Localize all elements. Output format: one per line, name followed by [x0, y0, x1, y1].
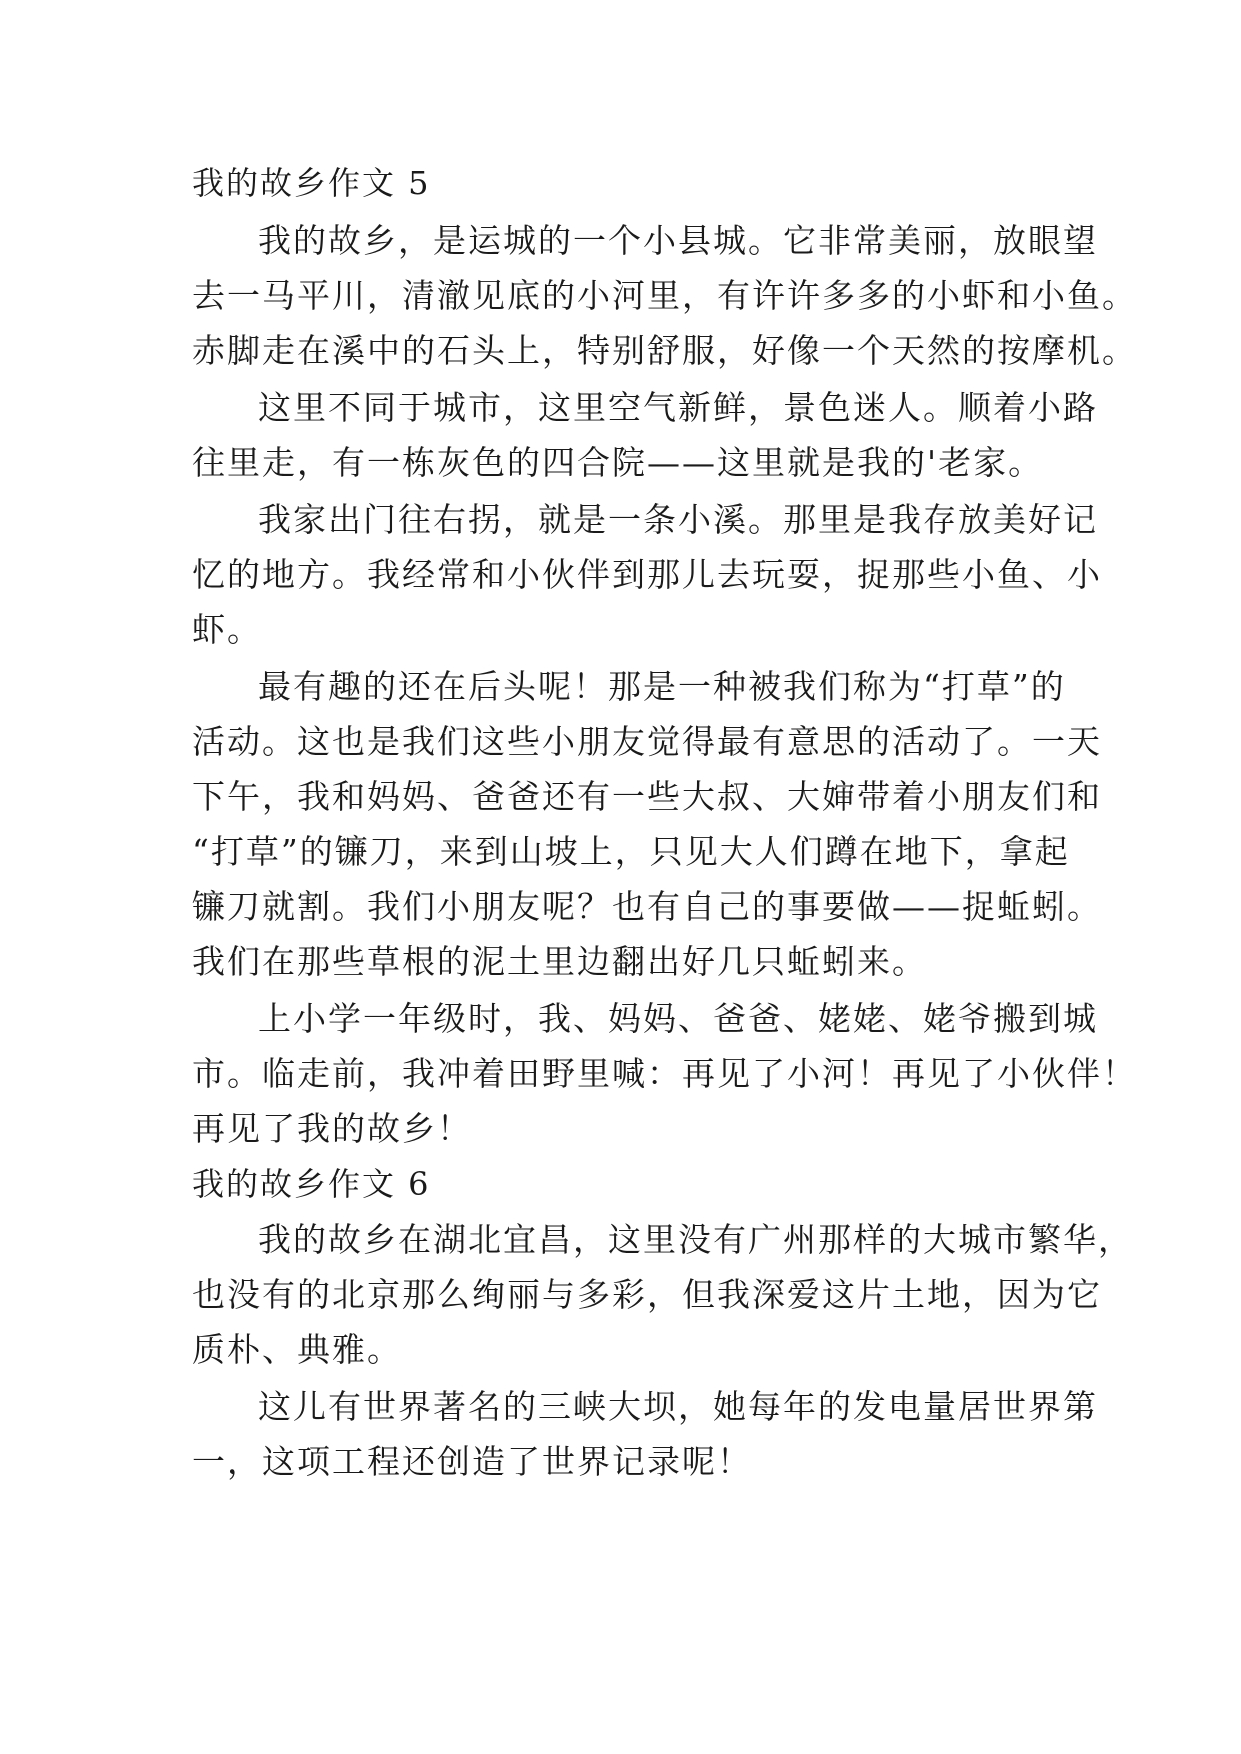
paragraph-line: “打草”的镰刀，来到山坡上，只见大人们蹲在地下，拿起 [192, 832, 1070, 871]
paragraph-line: 我们在那些草根的泥土里边翻出好几只蚯蚓来。 [192, 942, 927, 981]
paragraph-line: 上小学一年级时，我、妈妈、爸爸、姥姥、姥爷搬到城 [258, 999, 1098, 1038]
paragraph-line: 活动。这也是我们这些小朋友觉得最有意思的活动了。一天 [192, 722, 1102, 761]
paragraph-line: 我家出门往右拐，就是一条小溪。那里是我存放美好记 [258, 500, 1098, 539]
paragraph-line: 也没有的北京那么绚丽与多彩，但我深爱这片土地，因为它 [192, 1275, 1102, 1314]
paragraph-line: 赤脚走在溪中的石头上，特别舒服，好像一个天然的按摩机。 [192, 331, 1137, 370]
essay-title-6: 我的故乡作文 6 [192, 1165, 431, 1203]
paragraph-line: 一，这项工程还创造了世界记录呢！ [192, 1442, 752, 1481]
paragraph-line: 我的故乡在湖北宜昌，这里没有广州那样的大城市繁华， [258, 1220, 1133, 1259]
paragraph-line: 镰刀就割。我们小朋友呢？也有自己的事要做——捉蚯蚓。 [192, 887, 1102, 926]
paragraph-line: 去一马平川，清澈见底的小河里，有许许多多的小虾和小鱼。 [192, 276, 1137, 315]
paragraph-line: 这儿有世界著名的三峡大坝，她每年的发电量居世界第 [258, 1387, 1098, 1426]
paragraph-line: 市。临走前，我冲着田野里喊：再见了小河！再见了小伙伴！ [192, 1054, 1137, 1093]
paragraph-line: 虾。 [192, 610, 262, 649]
paragraph-line: 最有趣的还在后头呢！那是一种被我们称为“打草”的 [258, 667, 1066, 706]
essay-title-5: 我的故乡作文 5 [192, 164, 431, 202]
paragraph-line: 下午，我和妈妈、爸爸还有一些大叔、大婶带着小朋友们和 [192, 777, 1102, 816]
paragraph-line: 质朴、典雅。 [192, 1330, 402, 1369]
paragraph-line: 往里走，有一栋灰色的四合院——这里就是我的'老家。 [192, 443, 1044, 482]
paragraph-line: 这里不同于城市，这里空气新鲜，景色迷人。顺着小路 [258, 388, 1098, 427]
paragraph-line: 我的故乡，是运城的一个小县城。它非常美丽，放眼望 [258, 221, 1098, 260]
paragraph-line: 再见了我的故乡！ [192, 1109, 472, 1148]
paragraph-line: 忆的地方。我经常和小伙伴到那儿去玩耍，捉那些小鱼、小 [192, 555, 1102, 594]
